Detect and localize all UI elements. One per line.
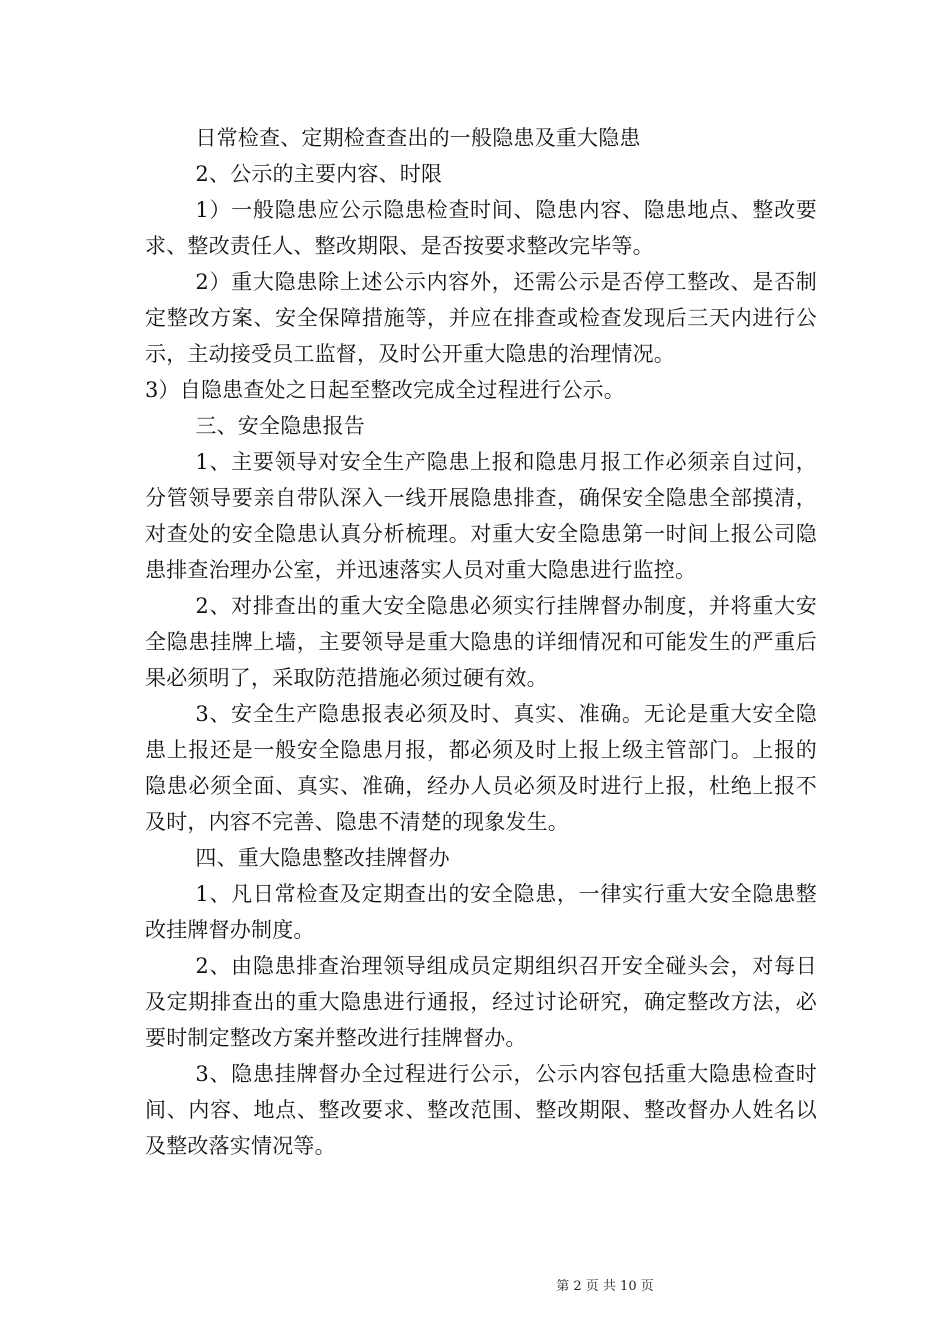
paragraph-4: 2）重大隐患除上述公示内容外，还需公示是否停工整改、是否制定整改方案、安全保障措施等，并应在排查或检查发现后三天内进行公示，主动接受员工监督，及时公开重大隐患的治理情况。 [145, 270, 817, 366]
paragraph-1: 日常检查、定期检查查出的一般隐患及重大隐患 [195, 126, 641, 150]
paragraph-13: 3、隐患挂牌督办全过程进行公示，公示内容包括重大隐患检查时间、内容、地点、整改要求、整改范围、整改期限、整改督办人姓名以及整改落实情况等。 [145, 1062, 817, 1158]
paragraph-7: 1、主要领导对安全生产隐患上报和隐患月报工作必须亲自过问，分管领导要亲自带队深入一线开展隐患排查，确保安全隐患全部摸清，对查处的安全隐患认真分析梳理。对重大安全隐患第一时间上报公司隐患排查治理办公室，并迅速落实人员对重大隐患进行监控。 [145, 450, 817, 582]
paragraph-3: 1）一般隐患应公示隐患检查时间、隐患内容、隐患地点、整改要求、整改责任人、整改期限、是否按要求整改完毕等。 [145, 198, 817, 258]
paragraph-12: 2、由隐患排查治理领导组成员定期组织召开安全碰头会，对每日及定期排查出的重大隐患进行通报，经过讨论研究，确定整改方法，必要时制定整改方案并整改进行挂牌督办。 [145, 954, 817, 1050]
document-body [145, 120, 817, 1164]
paragraph-9: 3、安全生产隐患报表必须及时、真实、准确。无论是重大安全隐患上报还是一般安全隐患月报，都必须及时上报上级主管部门。上报的隐患必须全面、真实、准确，经办人员必须及时进行上报，杜绝上报不及时，内容不完善、隐患不清楚的现象发生。 [145, 702, 817, 834]
page-footer [0, 1279, 950, 1295]
paragraph-8: 2、对排查出的重大安全隐患必须实行挂牌督办制度，并将重大安全隐患挂牌上墙，主要领导是重大隐患的详细情况和可能发生的严重后果必须明了，采取防范措施必须过硬有效。 [145, 594, 817, 690]
paragraph-11: 1、凡日常检查及定期查出的安全隐患，一律实行重大安全隐患整改挂牌督办制度。 [145, 882, 817, 942]
paragraph-2: 2、公示的主要内容、时限 [195, 162, 443, 186]
section-heading-3: 三、安全隐患报告 [195, 414, 365, 438]
page-number: 第 2 页 共 10 页 [556, 1279, 654, 1294]
paragraph-5: 3）自隐患查处之日起至整改完成全过程进行公示。 [145, 378, 625, 402]
section-heading-4: 四、重大隐患整改挂牌督办 [195, 846, 450, 870]
